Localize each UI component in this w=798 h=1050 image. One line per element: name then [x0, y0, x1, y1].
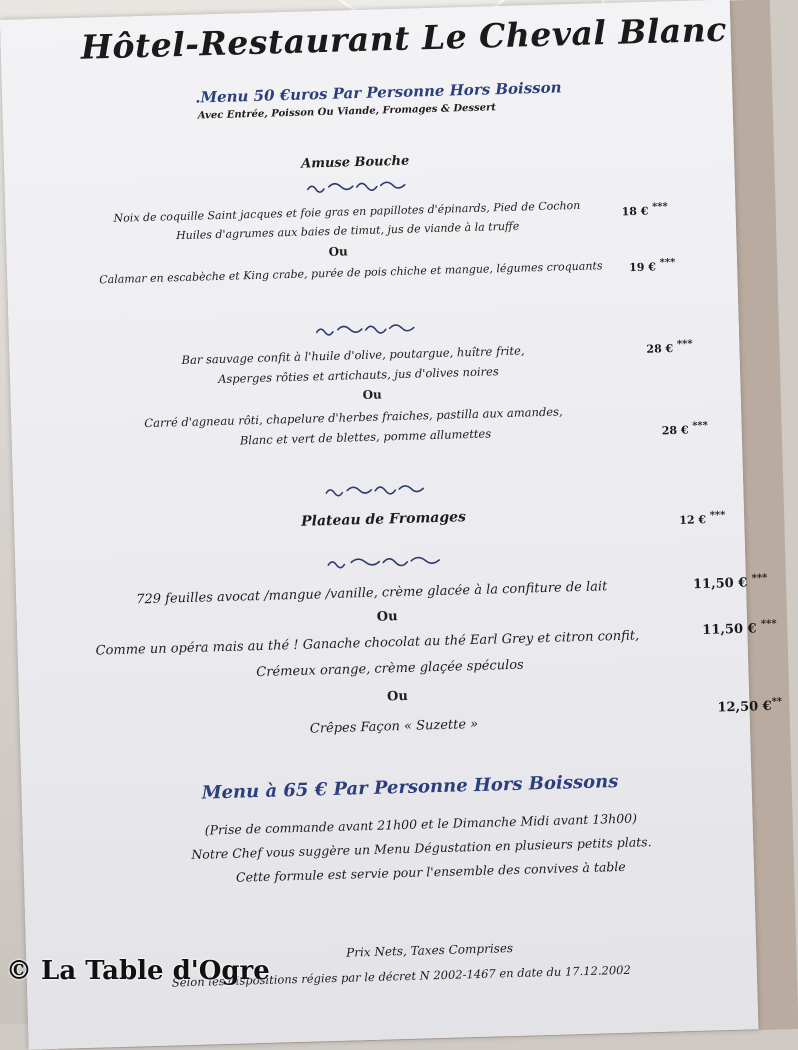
- restaurant-title: Hôtel-Restaurant Le Cheval Blanc: [80, 9, 728, 67]
- starter-1-price: 18 € ***: [621, 201, 668, 219]
- ornament-divider-icon: [323, 480, 428, 499]
- starter-2-line-1: Calamar en escabèche et King crabe, purée de pois chiche et mangue, légumes croquants: [99, 259, 603, 287]
- cheese-price: 12 € ***: [679, 509, 726, 527]
- dessert-3-price: 12,50 €**: [717, 696, 783, 716]
- main-2-line-2: Blanc et vert de blettes, pomme allumettes: [239, 426, 492, 448]
- or-label-starter: Ou: [328, 244, 348, 259]
- or-label-main: Ou: [362, 387, 382, 403]
- main-2-line-1: Carré d'agneau rôti, chapelure d'herbes fraiches, pastilla aux amandes,: [144, 404, 563, 431]
- starter-1-line-1: Noix de coquille Saint jacques et foie gras en papillotes d'épinards, Pied de Cochon: [113, 198, 581, 225]
- dessert-1-line-1: 729 feuilles avocat /mangue /vanille, crème glacée à la confiture de lait: [136, 579, 608, 608]
- footer-line-1: Prix Nets, Taxes Comprises: [345, 941, 514, 960]
- starter-1-line-2: Huiles d'agrumes aux baies de timut, jus de viande à la truffe: [175, 219, 520, 243]
- menu-65-line-1: (Prise de commande avant 21h00 et le Dimanche Midi avant 13h00): [204, 810, 638, 838]
- menu-65-line-3: Cette formule est servie pour l'ensemble des convives à table: [235, 858, 626, 885]
- ornament-divider-icon: [305, 177, 410, 196]
- amuse-bouche-label: Amuse Bouche: [300, 153, 410, 172]
- ornament-divider-icon: [314, 319, 419, 338]
- dessert-2-line-1: Comme un opéra mais au thé ! Ganache chocolat au thé Earl Grey et citron confit,: [95, 628, 640, 659]
- starter-2-price: 19 € ***: [628, 257, 676, 275]
- dessert-2-price: 11,50 € ***: [702, 618, 777, 638]
- menu-50-subtitle: Avec Entrée, Poisson Ou Viande, Fromages & Dessert: [197, 102, 497, 122]
- or-label-dessert-1: Ou: [376, 609, 398, 625]
- footer-line-2: Selon les dispositions régies par le décret N 2002-1467 en date du 17.12.2002: [171, 962, 631, 990]
- main-2-price: 28 € ***: [661, 420, 709, 438]
- menu-65-heading: Menu à 65 € Par Personne Hors Boissons: [201, 771, 619, 804]
- cheese-label: Plateau de Fromages: [300, 509, 467, 530]
- or-label-dessert-2: Ou: [386, 688, 409, 705]
- menu-50-heading: .Menu 50 €uros Par Personne Hors Boisson: [194, 78, 562, 107]
- main-1-line-2: Asperges rôties et artichauts, jus d'olives noires: [217, 364, 499, 387]
- menu-65-line-2: Notre Chef vous suggère un Menu Dégustation en plusieurs petits plats.: [191, 834, 652, 862]
- dessert-3-line-1: Crêpes Façon « Suzette »: [309, 716, 479, 737]
- main-1-price: 28 € ***: [646, 338, 693, 356]
- main-1-line-1: Bar sauvage confit à l'huile d'olive, poutargue, huître frite,: [181, 343, 525, 368]
- copyright-watermark: © La Table d'Ogre: [6, 956, 270, 986]
- dessert-1-price: 11,50 € ***: [692, 572, 768, 593]
- dessert-2-line-2: Crémeux orange, crème glaçée spéculos: [256, 657, 524, 681]
- ornament-divider-icon: [325, 552, 445, 571]
